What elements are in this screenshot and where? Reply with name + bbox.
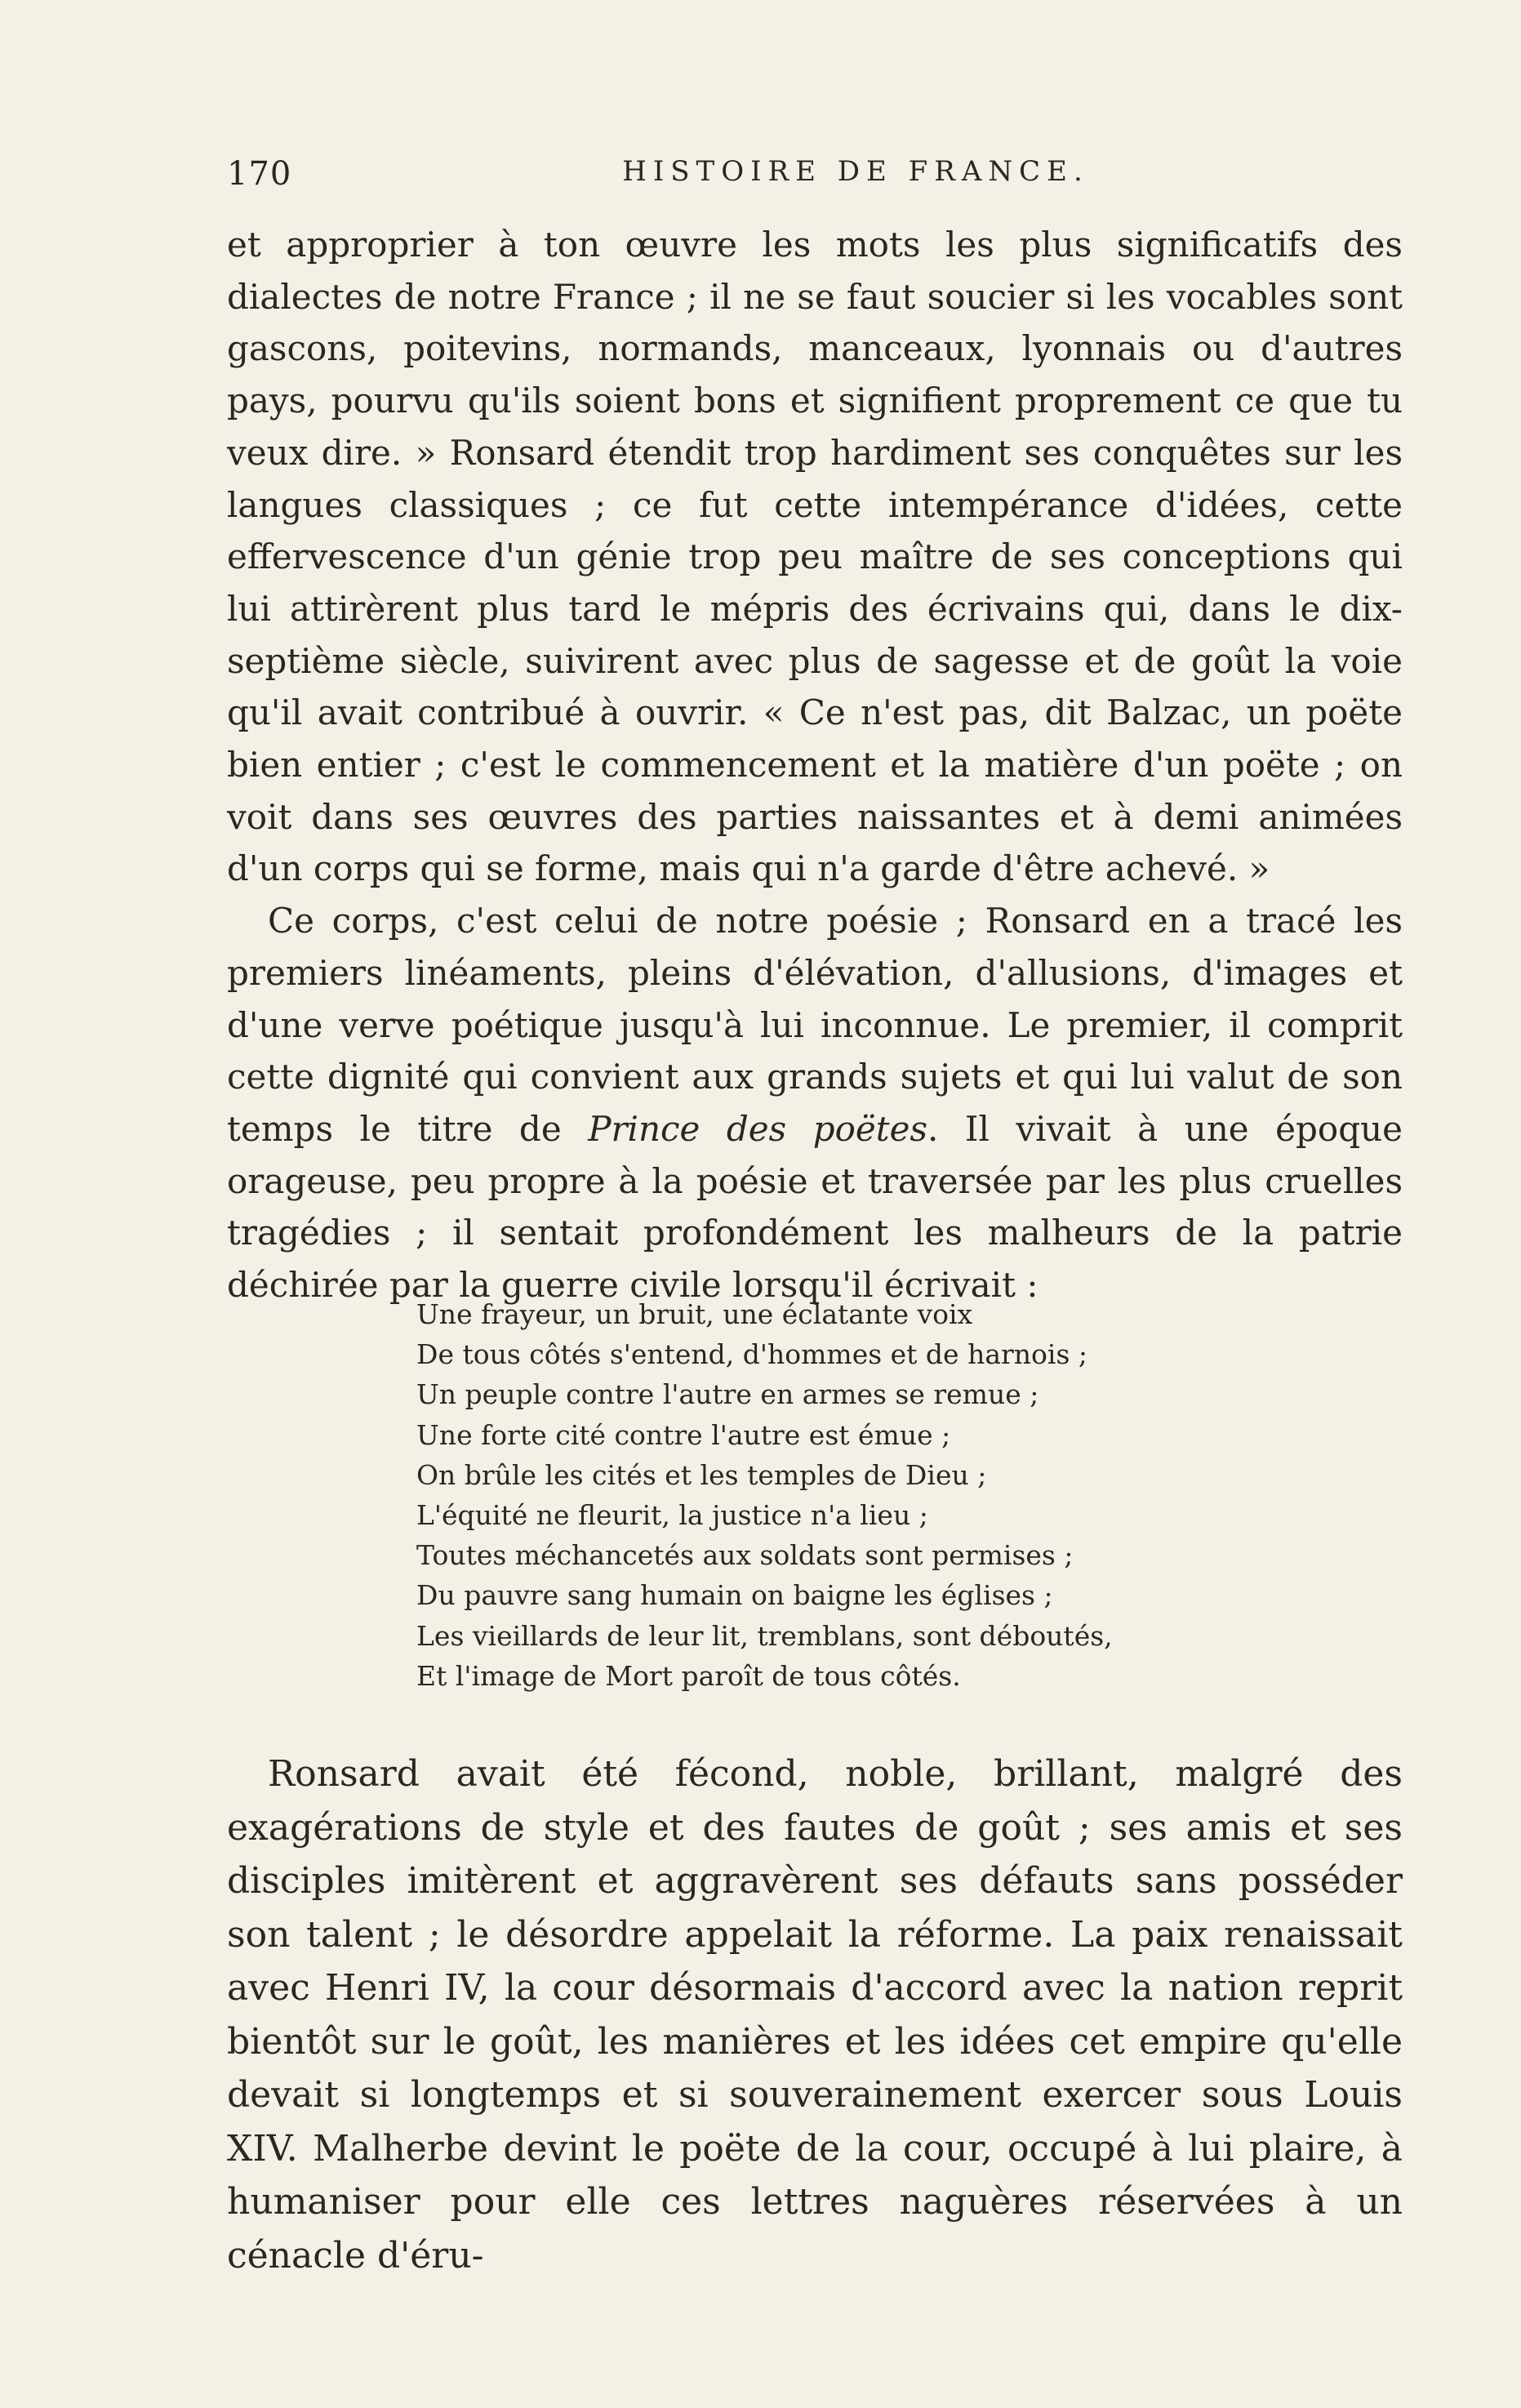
verse-line: Les vieillards de leur lit, tremblans, sont déboutés, [416,1619,1113,1652]
page-number: 170 [227,155,292,193]
prince-des-poetes-title: Prince des poëtes [588,1108,928,1149]
verse-line: Du pauvre sang humain on baigne les églises ; [416,1579,1053,1612]
paragraph-1: et approprier à ton œuvre les mots les plus significatifs des dialectes de notre France ; il ne se faut soucier si les vocables sont gascons, poitevins, normands, manceaux, lyonnais ou d'autres pays, pourvu qu'ils soient bons et signifient proprement ce que tu veux dire. » Ronsard étendit trop hardiment ses conquêtes sur les langues classiques ; ce fut cette intempérance d'idées, cette effervescence d'un génie trop peu maître de ses conceptions qui lui attirèrent plus tard le mépris des écrivains qui, dans le dix-septième siècle, suivirent avec plus de sagesse et de goût la voie qu'il avait contribué à ouvrir. « Ce n'est pas, dit Balzac, un poëte bien entier ; c'est le commencement et la matière d'un poëte ; on voit dans ses œuvres des parties naissantes et à demi animées d'un corps qui se forme, mais qui n'a garde d'être achevé. » [227,225,1403,889]
paragraph-2-text-a: Ce corps, c'est celui de notre poésie ; Ronsard en a tracé les premiers linéaments, pleins d'élévation, d'allusions, d'images et d'une verve poétique jusqu'à lui inconnue. Le premier, il comprit cette dignité qui convient aux grands sujets et qui lui valut de son temps le titre de [227,901,1403,1149]
verse-line: Une frayeur, un bruit, une éclatante voix [416,1298,973,1330]
verse-line: Une forte cité contre l'autre est émue ; [416,1418,951,1451]
book-title: HISTOIRE DE FRANCE. [622,155,1089,188]
paragraph-2 [227,895,1403,1311]
prose-block-bottom [227,1747,1403,2282]
paragraph-3: Ronsard avait été fécond, noble, brillant, malgré des exagérations de style et des fautes de goût ; ses amis et ses disciples imitèrent et aggravèrent ses défauts sans posséder son talent ; le désordre appelait la réforme. La paix renaissait avec Henri IV, la cour désormais d'accord avec la nation reprit bientôt sur le goût, les manières et les idées cet empire qu'elle devait si longtemps et si souverainement exercer sous Louis XIV. Malherbe devint le poëte de la cour, occupé à lui plaire, à humaniser pour elle ces lettres naguères réservées à un cénacle d'éru- [227,1753,1403,2277]
verse-line: L'équité ne fleurit, la justice n'a lieu ; [416,1499,928,1532]
verse-line: Toutes méchancetés aux soldats sont permises ; [416,1539,1074,1572]
verse-line: Un peuple contre l'autre en armes se remue ; [416,1378,1039,1411]
ronsard-verse-quote [416,1294,1233,1696]
paragraph-2-text-b: . Il vivait à une époque orageuse, peu propre à la poésie et traversée par les plus cruelles tragédies ; il sentait profondément les malheurs de la patrie déchirée par la guerre civile lorsqu'il écrivait : [227,1108,1403,1306]
running-head [227,155,1403,204]
verse-line: On brûle les cités et les temples de Dieu ; [416,1458,987,1491]
prose-block-top [227,219,1403,1311]
verse-line: De tous côtés s'entend, d'hommes et de harnois ; [416,1338,1087,1371]
verse-line: Et l'image de Mort paroît de tous côtés. [416,1659,961,1692]
